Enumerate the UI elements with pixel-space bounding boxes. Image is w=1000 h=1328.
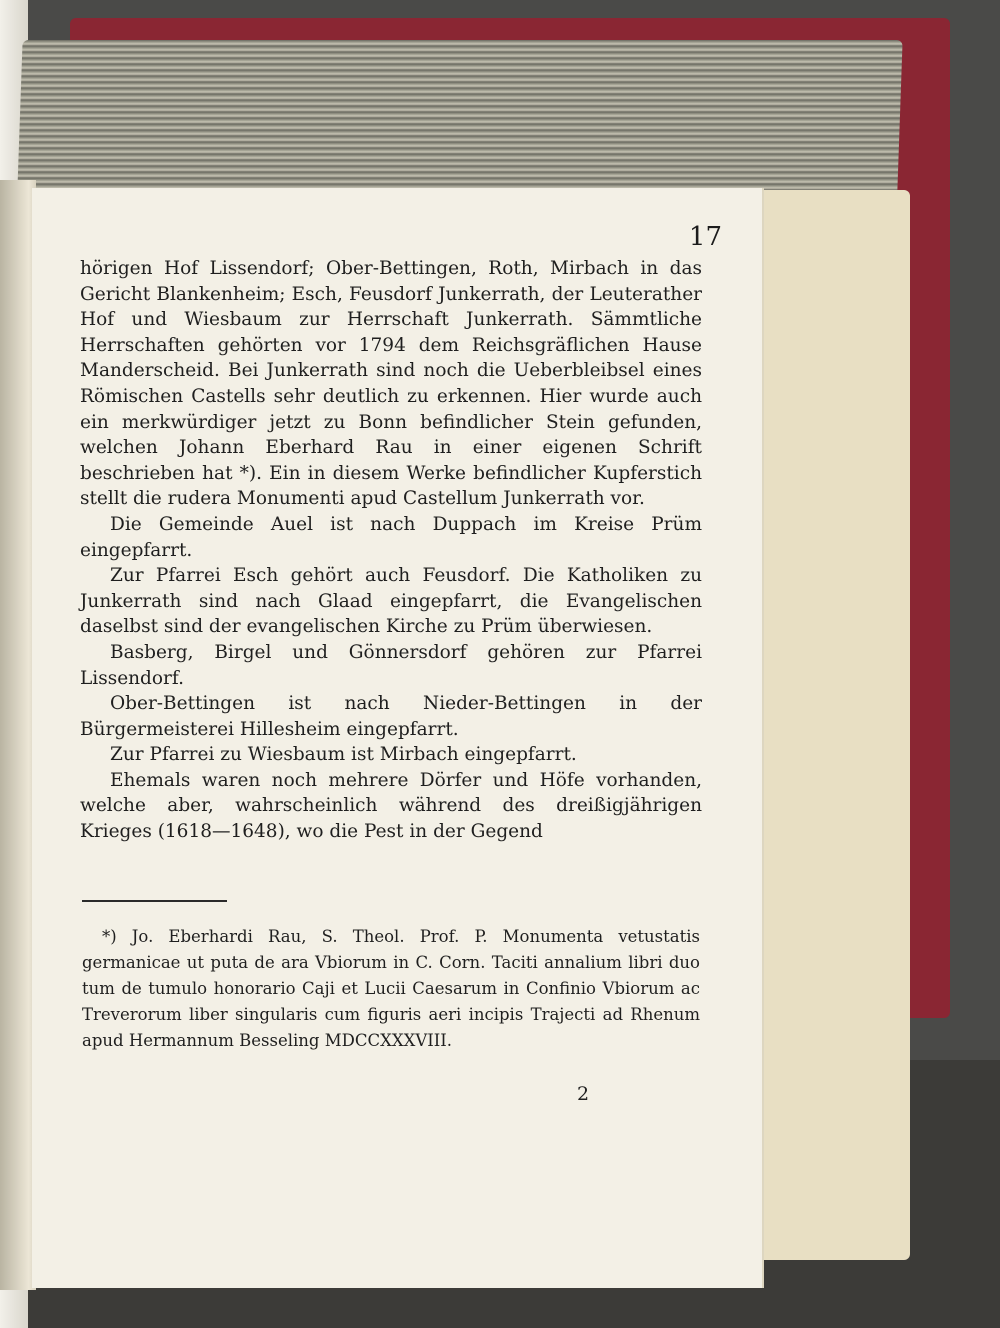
paragraph: Basberg, Birgel und Gönnersdorf gehören zur Pfarrei Lissendorf. (80, 641, 702, 689)
paragraph: Zur Pfarrei zu Wiesbaum ist Mirbach eingepfarrt. (110, 744, 577, 766)
paragraph: Zur Pfarrei Esch gehört auch Feusdorf. Die Katholiken zu Junkerrath sind nach Glaad eingepfarrt, die Evangelischen daselbst sind der evangelischen Kirche zu Prüm überwiesen. (80, 565, 702, 638)
signature-mark: 2 (577, 1083, 590, 1105)
footnote-rule (82, 900, 227, 902)
book-page (32, 188, 764, 1288)
footnote: *) Jo. Eberhardi Rau, S. Theol. Prof. P. Monumenta vetustatis germanicae ut puta de ara Vbiorum in C. Corn. Taciti annalium libri duo tum de tumulo honorario Caji et Lucii Caesarum in Confinio Vbiorum ac Treverorum liber singularis cum figuris aeri incipis Trajecti ad Rhenum apud Hermannum Besseling MDCCXXXVIII. (82, 927, 700, 1050)
body-text (80, 256, 702, 845)
page-edges (17, 40, 902, 190)
paragraph: Ober-Bettingen ist nach Nieder-Bettingen in der Bürgermeisterei Hillesheim eingepfarrt. (80, 693, 702, 740)
page-number: 17 (688, 222, 722, 252)
paragraph: Ehemals waren noch mehrere Dörfer und Höfe vorhanden, welche aber, wahrscheinlich während des dreißigjährigen Krieges (1618—1648), wo die Pest in der Gegend (80, 769, 702, 843)
paragraph: hörigen Hof Lissendorf; Ober-Bettingen, Roth, Mirbach in das Gericht Blankenheim; Esch, Feusdorf Junkerrath, der Leuterather Hof und Wiesbaum zur Herrschaft Junkerrath. Sämmtliche Herrschaften gehörten vor 1794 dem Reichsgräflichen Hause Manderscheid. Bei Junkerrath sind noch die Ueberbleibsel eines Römischen Castells sehr deutlich zu erkennen. Hier wurde auch ein merkwürdiger jetzt zu Bonn befindlicher Stein gefunden, welchen Johann Eberhard Rau in einer eigenen Schrift beschrieben hat *). Ein in diesem Werke befindlicher Kupferstich stellt die rudera Monumenti apud Castellum Junkerrath vor. (80, 258, 702, 510)
paragraph: Die Gemeinde Auel ist nach Duppach im Kreise Prüm eingepfarrt. (80, 513, 702, 561)
underlying-page (740, 190, 910, 1260)
left-page-edge (0, 180, 36, 1290)
